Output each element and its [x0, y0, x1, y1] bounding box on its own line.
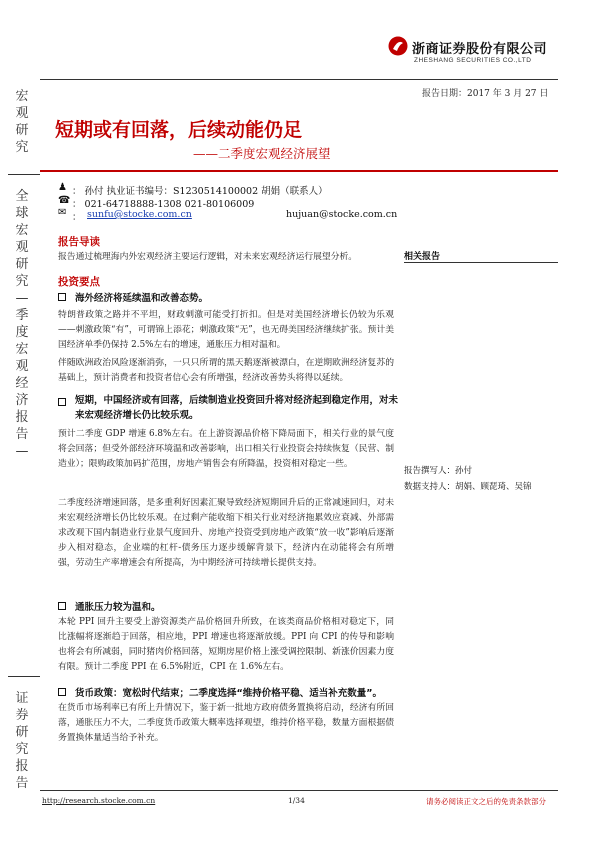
report-title: 短期或有回落，后续动能仍足: [55, 119, 303, 141]
point2-text2: 二季度经济增速回落，是多重利好因素汇聚导致经济短期回升后的正常减速回归，对未来宏观经济增长仍比较乐观。在过剩产能收缩下相关行业对经济拖累效应衰减、外部需求改观下国内制造业行业景气度回升、房地产投资受到房地产政策“放一收”影响后逐渐步入相对稳态，企业端的杠杆-债务压力逐步缓解背景下，经济内在动能将会有所增强，劳动生产率增速会有所提高，为中期经济可持续增长提供支持。: [58, 498, 394, 568]
points-heading: 投资要点: [58, 276, 100, 288]
guide-heading: 报告导读: [58, 236, 100, 248]
point3-text: 本轮 PPI 回升主要受上游资源类产品价格回升所致，在该类商品价格相对稳定下，同比涨幅将逐渐趋于回落，相应地，PPI 增速也将逐渐放缓。PPI 向 CPI 的传导和影响也将会有所减弱，同时猪肉价格回落，短期房屋价格上涨受调控限制、新涨价因素力度有限。预计二季度 PPI 在 6.5%附近，CPI 在 1.6%左右。: [58, 617, 394, 672]
support-names: 胡娟、顾琵琦、吴锦: [455, 482, 532, 492]
support-label: 数据支持人：: [404, 482, 456, 492]
email-icon: ✉: [58, 207, 67, 218]
report-writer: [404, 464, 472, 476]
phone-icon: ☎: [58, 195, 71, 206]
writer-name: 孙付: [455, 466, 473, 476]
company-name-cn: 浙商证券股份有限公司: [412, 42, 548, 57]
point3-title: 通胀压力较为温和。: [75, 602, 161, 613]
left-divider: [8, 676, 40, 677]
point2-text1: 预计二季度 GDP 增速 6.8%左右。在上游资源品价格下降局面下，相关行业的景气度将会回落；但受外部经济环境温和改善影响，出口相关行业投资会持续恢复（民营、制造业）；限购政策加码扩范围，房地产销售会有所降温，投资相对稳定一些。: [58, 429, 394, 469]
point4-title: 货币政策：宽松时代结束；二季度选择“维持价格平稳、适当补充数量”。: [75, 688, 382, 699]
page-number: 1/34: [288, 796, 305, 805]
left-divider: [8, 174, 40, 175]
vertical-label-macro-research: 宏观研究: [15, 89, 29, 155]
email-colon: ：: [72, 212, 82, 223]
report-subtitle: ——二季度宏观经济展望: [193, 146, 331, 161]
header-rule: [40, 79, 558, 80]
footer-url-link[interactable]: http://research.stocke.com.cn: [42, 796, 156, 805]
point1-text2: 伴随欧洲政治风险逐渐消弥，一只只所谓的黑天鹅逐渐被漂白，在逆期欧洲经济复苏的基础上，预计消费者和投资者信心会有所增强，经济改善势头将得以延续。: [58, 358, 394, 383]
sidebar-rule: [404, 262, 558, 263]
phone-line: ： 021-64718888-1308 021-80106009: [72, 199, 255, 210]
bullet-square-icon: [58, 602, 66, 610]
email-link-sunfu[interactable]: sunfu@stocke.com.cn: [87, 209, 192, 220]
vertical-label-securities-report: 证券研究报告: [15, 691, 29, 791]
company-name-en: ZHESHANG SECURITIES CO.,LTD: [414, 57, 532, 64]
point4-text: 在货币市场利率已有所上升情况下，鉴于新一批地方政府债务置换将启动，经济有所回落，通胀压力不大，二季度货币政策大概率选择观望，维持价格平稳，数量方面根据债务置换体量适当给予补充。: [58, 703, 394, 743]
vertical-label-report-type: 全球宏观研究—季度宏观经济报告—: [15, 189, 29, 459]
bullet-square-icon: [58, 398, 66, 406]
report-date: 报告日期：2017 年 3 月 27 日: [422, 89, 549, 99]
footer-rule: [40, 790, 558, 791]
data-support: [404, 480, 532, 492]
bullet-square-icon: [58, 293, 66, 301]
analyst-line: ： 孙付 执业证书编号：S1230514100002 胡娟（联系人）: [72, 186, 328, 197]
disclaimer: 请务必阅读正文之后的免责条款部分: [426, 797, 546, 806]
bullet-square-icon: [58, 688, 66, 696]
email-hujuan: hujuan@stocke.com.cn: [286, 209, 398, 220]
related-reports-heading: 相关报告: [404, 252, 441, 262]
writer-label: 报告撰写人：: [404, 466, 456, 476]
title-rule: [40, 170, 558, 172]
logo-mark-icon: [388, 36, 408, 56]
guide-text: 报告通过梳理海内外宏观经济主要运行逻辑，对未来宏观经济运行展望分析。: [58, 252, 358, 262]
point1-text1: 特朗普政策之路并不平坦，财政刺激可能受打折扣。但是对美国经济增长仍较为乐观——刺激政策“有”，可谓锦上添花；刺激政策“无”，也无碍美国经济继续扩张。预计美国经济单季仍保持 2.5%左右的增速，通胀压力相对温和。: [58, 310, 394, 350]
point1-title: 海外经济将延续温和改善态势。: [75, 293, 209, 304]
point2-title: 短期，中国经济或有回落，后续制造业投资回升将对经济起到稳定作用，对未来宏观经济增长仍比较乐观。: [75, 395, 399, 421]
person-icon: ♟: [58, 182, 67, 193]
